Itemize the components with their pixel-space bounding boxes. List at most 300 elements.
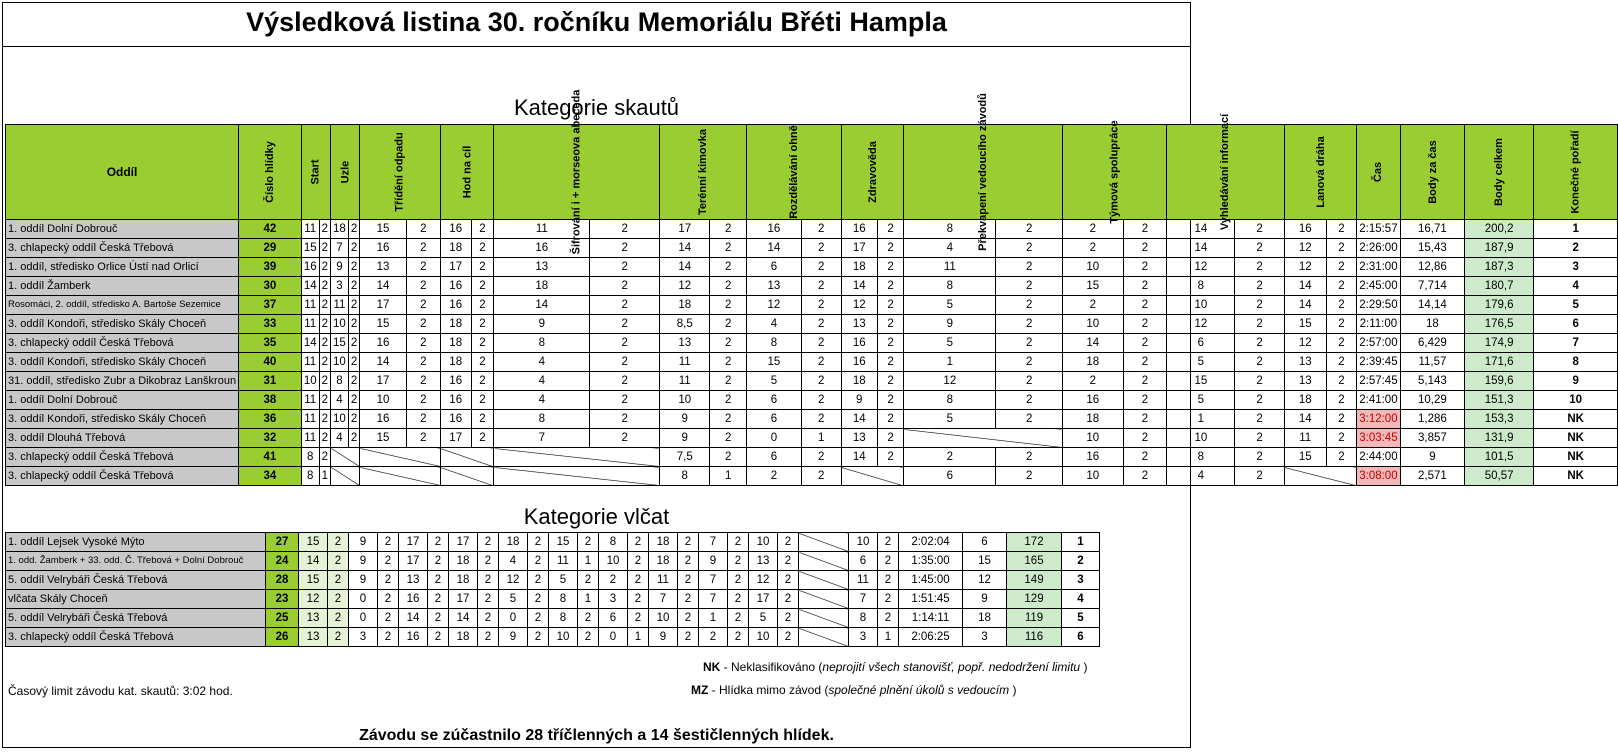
station-points-cell: 12	[841, 296, 877, 315]
patrol-number-cell: 37	[239, 296, 302, 315]
station-points-cell: 3	[849, 628, 878, 647]
team-name-cell: Rosomáci, 2. oddíl, středisko A. Bartoše Sezemice	[6, 296, 239, 315]
station-penalty-cell: 2	[428, 609, 449, 628]
station-penalty-cell: 2	[996, 315, 1063, 334]
station-points-cell: 16	[440, 220, 471, 239]
station-penalty-cell: 2	[406, 353, 440, 372]
station-points-cell: 11	[660, 353, 710, 372]
station-penalty-cell: 2	[590, 315, 660, 334]
station-penalty-cell: 1	[578, 552, 599, 571]
station-penalty-cell: 2	[1235, 372, 1284, 391]
total-points-cell: 187,9	[1465, 239, 1534, 258]
total-points-cell: 171,6	[1465, 353, 1534, 372]
time-cell: 2:39:45	[1357, 353, 1400, 372]
column-header	[1534, 125, 1618, 220]
table-row	[6, 410, 1618, 429]
time-cell: 2:15:57	[1357, 220, 1400, 239]
column-header-label: Rozdělávání ohně	[787, 125, 800, 219]
station-penalty-cell: 2	[471, 334, 494, 353]
station-points-cell: 11	[549, 552, 578, 571]
station-penalty-cell: 2	[710, 334, 747, 353]
empty-station-cell	[331, 467, 360, 486]
station-penalty-cell: 2	[710, 277, 747, 296]
station-points-cell: 10	[549, 628, 578, 647]
station-penalty-cell: 2	[710, 296, 747, 315]
station-penalty-cell: 2	[710, 391, 747, 410]
station-penalty-cell: 1	[801, 429, 841, 448]
station-penalty-cell: 2	[1326, 315, 1356, 334]
station-penalty-cell: 2	[1123, 296, 1167, 315]
station-penalty-cell: 2	[877, 410, 903, 429]
empty-station-cell	[331, 448, 360, 467]
final-rank-cell: 10	[1534, 391, 1618, 410]
empty-station-cell	[440, 467, 494, 486]
column-header-label: Vyhledávání informací	[1219, 113, 1232, 231]
final-rank-cell: NK	[1534, 410, 1618, 429]
station-penalty-cell: 2	[1123, 448, 1167, 467]
time-points-cell: 2,571	[1400, 467, 1465, 486]
time-cell: 2:57:00	[1357, 334, 1400, 353]
time-points-cell: 16,71	[1400, 220, 1465, 239]
station-points-cell: 16	[440, 372, 471, 391]
station-penalty-cell: 2	[801, 467, 841, 486]
station-points-cell: 10	[749, 628, 778, 647]
scouts-category-title: Kategorie skautů	[513, 95, 680, 120]
station-points-cell: 17	[360, 372, 407, 391]
team-name-cell: 5. oddíl Velrybáři Česká Třebová	[6, 571, 266, 590]
team-name-cell: 3. oddíl Kondoři, středisko Skály Choceň	[6, 353, 239, 372]
station-penalty-cell: 2	[319, 353, 330, 372]
station-penalty-cell: 2	[471, 220, 494, 239]
station-points-cell: 3	[599, 590, 628, 609]
station-points-cell: 16	[1063, 391, 1124, 410]
station-penalty-cell: 2	[778, 628, 799, 647]
table-row	[6, 590, 1100, 609]
time-cell: 3:12:00	[1357, 410, 1400, 429]
station-points-cell: 16	[440, 410, 471, 429]
station-penalty-cell: 2	[471, 296, 494, 315]
station-penalty-cell: 2	[710, 353, 747, 372]
station-points-cell: 14	[301, 334, 319, 353]
station-points-cell: 10	[1063, 315, 1124, 334]
station-points-cell: 15	[747, 353, 802, 372]
station-penalty-cell: 2	[348, 410, 359, 429]
time-points-cell: 12,86	[1400, 258, 1465, 277]
station-penalty-cell: 2	[478, 552, 499, 571]
column-header	[1465, 125, 1534, 220]
station-points-cell: 16	[494, 239, 590, 258]
station-points-cell: 8	[494, 410, 590, 429]
station-penalty-cell: 2	[1123, 220, 1167, 239]
station-points-cell: 11	[301, 315, 319, 334]
time-points-cell: 15,43	[1400, 239, 1465, 258]
station-penalty-cell: 2	[348, 353, 359, 372]
station-penalty-cell: 2	[1235, 448, 1284, 467]
station-penalty-cell: 2	[406, 391, 440, 410]
station-penalty-cell: 2	[590, 353, 660, 372]
station-points-cell: 16	[399, 590, 428, 609]
total-points-cell: 200,2	[1465, 220, 1534, 239]
station-penalty-cell: 2	[1123, 467, 1167, 486]
time-cell: 1:35:00	[899, 552, 963, 571]
column-header	[660, 125, 747, 220]
patrol-number-cell: 29	[239, 239, 302, 258]
empty-station-cell	[904, 429, 1063, 448]
cubs-category-title: Kategorie vlčat	[523, 504, 670, 529]
station-penalty-cell: 2	[801, 296, 841, 315]
column-header	[904, 93, 1063, 251]
station-points-cell: 10	[331, 353, 349, 372]
station-points-cell: 12	[660, 277, 710, 296]
station-penalty-cell: 2	[728, 590, 749, 609]
station-points-cell: 6	[904, 467, 996, 486]
station-points-cell: 8	[494, 334, 590, 353]
station-penalty-cell: 2	[428, 533, 449, 552]
station-penalty-cell: 2	[1123, 277, 1167, 296]
station-points-cell: 1	[699, 609, 728, 628]
station-points-cell: 9	[699, 552, 728, 571]
final-rank-cell: NK	[1534, 467, 1618, 486]
station-penalty-cell: 2	[728, 609, 749, 628]
station-points-cell: 6	[747, 410, 802, 429]
station-penalty-cell: 2	[801, 315, 841, 334]
total-points-cell: 179,6	[1465, 296, 1534, 315]
station-penalty-cell: 2	[406, 334, 440, 353]
total-points-cell: 129	[1007, 590, 1062, 609]
station-penalty-cell: 2	[1235, 353, 1284, 372]
station-penalty-cell: 2	[348, 429, 359, 448]
station-points-cell: 16	[841, 220, 877, 239]
station-penalty-cell: 2	[471, 353, 494, 372]
station-points-cell: 12	[904, 372, 996, 391]
station-points-cell: 13	[299, 609, 328, 628]
column-header-label: Uzle	[339, 160, 352, 184]
station-points-cell: 4	[494, 391, 590, 410]
station-points-cell: 9	[841, 391, 877, 410]
station-penalty-cell: 2	[528, 552, 549, 571]
station-penalty-cell: 2	[319, 372, 330, 391]
station-penalty-cell: 2	[348, 334, 359, 353]
time-points-cell: 18	[1400, 315, 1465, 334]
station-penalty-cell: 2	[801, 220, 841, 239]
column-header-label: Číslo hlídky	[263, 141, 276, 203]
station-penalty-cell: 2	[378, 590, 399, 609]
station-penalty-cell: 2	[996, 258, 1063, 277]
station-penalty-cell: 2	[578, 628, 599, 647]
team-name-cell: vlčata Skály Choceň	[6, 590, 266, 609]
station-penalty-cell: 2	[1235, 467, 1284, 486]
station-points-cell: 15	[1284, 315, 1326, 334]
station-penalty-cell: 2	[319, 277, 330, 296]
station-penalty-cell: 2	[996, 391, 1063, 410]
station-points-cell: 16	[301, 258, 319, 277]
column-header	[747, 125, 842, 220]
time-points-cell: 3	[963, 628, 1007, 647]
final-rank-cell: 5	[1534, 296, 1618, 315]
station-penalty-cell: 2	[348, 372, 359, 391]
station-penalty-cell: 2	[710, 372, 747, 391]
station-penalty-cell: 2	[1235, 410, 1284, 429]
station-points-cell: 17	[660, 220, 710, 239]
station-penalty-cell: 2	[801, 410, 841, 429]
station-points-cell: 9	[660, 429, 710, 448]
station-points-cell: 18	[841, 258, 877, 277]
station-points-cell: 16	[747, 220, 802, 239]
station-points-cell: 4	[747, 315, 802, 334]
nk-end: )	[1080, 660, 1088, 674]
station-points-cell: 2	[747, 467, 802, 486]
station-penalty-cell: 2	[471, 239, 494, 258]
time-points-cell: 18	[963, 609, 1007, 628]
table-row	[6, 571, 1100, 590]
station-points-cell: 14	[399, 609, 428, 628]
station-penalty-cell: 1	[878, 628, 899, 647]
station-penalty-cell: 2	[406, 296, 440, 315]
station-points-cell: 14	[360, 353, 407, 372]
team-name-cell: 1. oddíl Dolní Dobrouč	[6, 220, 239, 239]
station-points-cell: 11	[849, 571, 878, 590]
station-points-cell: 12	[299, 590, 328, 609]
station-points-cell: 12	[1284, 334, 1326, 353]
station-points-cell: 8	[849, 609, 878, 628]
station-penalty-cell: 2	[590, 429, 660, 448]
station-penalty-cell: 2	[1326, 220, 1356, 239]
station-points-cell: 10	[649, 609, 678, 628]
team-name-cell: 3. chlapecký oddíl Česká Třebová	[6, 334, 239, 353]
station-points-cell: 16	[440, 277, 471, 296]
station-points-cell: 2	[1063, 372, 1124, 391]
station-points-cell: 12	[747, 296, 802, 315]
station-points-cell: 18	[449, 571, 478, 590]
station-points-cell: 8	[747, 334, 802, 353]
station-points-cell: 13	[494, 258, 590, 277]
station-penalty-cell: 2	[778, 571, 799, 590]
empty-station-cell	[360, 467, 440, 486]
station-penalty-cell: 2	[471, 277, 494, 296]
station-penalty-cell: 2	[1123, 429, 1167, 448]
station-penalty-cell: 2	[996, 410, 1063, 429]
station-penalty-cell: 2	[878, 571, 899, 590]
station-points-cell: 0	[599, 628, 628, 647]
station-penalty-cell: 2	[590, 410, 660, 429]
station-penalty-cell: 2	[728, 533, 749, 552]
station-penalty-cell: 2	[801, 448, 841, 467]
empty-station-cell	[440, 448, 494, 467]
station-points-cell: 8	[904, 391, 996, 410]
column-header-label: Body celkem	[1493, 138, 1506, 206]
station-penalty-cell: 2	[778, 533, 799, 552]
station-penalty-cell: 2	[1235, 334, 1284, 353]
empty-station-cell	[799, 609, 849, 628]
station-penalty-cell: 2	[590, 391, 660, 410]
station-penalty-cell: 1	[628, 628, 649, 647]
team-name-cell: 3. oddíl Kondoři, středisko Skály Choceň	[6, 315, 239, 334]
station-points-cell: 16	[360, 410, 407, 429]
time-cell: 2:11:00	[1357, 315, 1400, 334]
station-points-cell: 15	[1167, 372, 1235, 391]
station-penalty-cell: 2	[319, 220, 330, 239]
station-points-cell: 17	[449, 533, 478, 552]
station-points-cell: 6	[1167, 334, 1235, 353]
participation-footer: Závodu se zúčastnilo 28 tříčlenných a 14 šestičlenných hlídek.	[359, 727, 834, 744]
station-penalty-cell: 2	[319, 258, 330, 277]
station-penalty-cell: 2	[319, 334, 330, 353]
station-points-cell: 14	[1284, 296, 1326, 315]
station-points-cell: 14	[301, 277, 319, 296]
column-header	[440, 125, 494, 220]
final-rank-cell: 7	[1534, 334, 1618, 353]
station-penalty-cell: 2	[590, 258, 660, 277]
station-penalty-cell: 2	[1235, 391, 1284, 410]
station-penalty-cell: 2	[406, 315, 440, 334]
station-penalty-cell: 2	[801, 391, 841, 410]
station-points-cell: 5	[499, 590, 528, 609]
station-points-cell: 12	[1167, 258, 1235, 277]
station-penalty-cell: 2	[877, 334, 903, 353]
station-penalty-cell: 2	[428, 571, 449, 590]
station-penalty-cell: 2	[1123, 315, 1167, 334]
station-penalty-cell: 2	[877, 220, 903, 239]
column-header-label: Body za čas	[1426, 140, 1439, 204]
column-header	[1400, 125, 1465, 220]
time-points-cell: 6,429	[1400, 334, 1465, 353]
station-points-cell: 18	[449, 552, 478, 571]
station-penalty-cell: 2	[378, 628, 399, 647]
station-points-cell: 8	[599, 533, 628, 552]
mz-legend	[691, 683, 1016, 697]
patrol-number-cell: 31	[239, 372, 302, 391]
station-penalty-cell: 2	[996, 239, 1063, 258]
station-penalty-cell: 2	[877, 239, 903, 258]
title-divider	[3, 46, 1190, 47]
station-points-cell: 13	[841, 429, 877, 448]
station-points-cell: 9	[331, 258, 349, 277]
station-points-cell: 12	[1167, 315, 1235, 334]
station-penalty-cell: 2	[478, 590, 499, 609]
station-points-cell: 13	[1284, 372, 1326, 391]
station-points-cell: 9	[494, 315, 590, 334]
patrol-number-cell: 25	[266, 609, 299, 628]
station-penalty-cell: 2	[710, 315, 747, 334]
station-penalty-cell: 2	[471, 429, 494, 448]
table-row	[6, 552, 1100, 571]
station-penalty-cell: 2	[1326, 277, 1356, 296]
station-penalty-cell: 2	[590, 239, 660, 258]
station-penalty-cell: 2	[348, 239, 359, 258]
station-points-cell: 16	[360, 239, 407, 258]
table-row	[6, 239, 1618, 258]
table-row	[6, 628, 1100, 647]
column-header-label: Terénní kimovka	[697, 129, 710, 215]
station-penalty-cell: 2	[1235, 220, 1284, 239]
station-points-cell: 5	[904, 334, 996, 353]
station-points-cell: 2	[904, 448, 996, 467]
page-title: Výsledková listina 30. ročníku Memoriálu Břéti Hampla	[246, 7, 947, 37]
total-points-cell: 180,7	[1465, 277, 1534, 296]
station-penalty-cell: 2	[801, 372, 841, 391]
station-points-cell: 1	[1167, 410, 1235, 429]
station-penalty-cell: 2	[801, 353, 841, 372]
patrol-number-cell: 40	[239, 353, 302, 372]
station-penalty-cell: 2	[1235, 429, 1284, 448]
station-penalty-cell: 2	[1123, 410, 1167, 429]
station-penalty-cell: 2	[996, 296, 1063, 315]
mz-code: MZ	[691, 683, 709, 697]
station-points-cell: 13	[299, 628, 328, 647]
time-cell: 2:26:00	[1357, 239, 1400, 258]
results-sheet	[2, 2, 1584, 748]
time-points-cell: 12	[963, 571, 1007, 590]
station-penalty-cell: 2	[710, 429, 747, 448]
station-penalty-cell: 2	[801, 334, 841, 353]
station-penalty-cell: 1	[578, 590, 599, 609]
total-points-cell: 172	[1007, 533, 1062, 552]
station-points-cell: 10	[1167, 429, 1235, 448]
station-penalty-cell: 2	[348, 258, 359, 277]
station-penalty-cell: 2	[877, 448, 903, 467]
station-points-cell: 11	[494, 220, 590, 239]
station-points-cell: 4	[331, 391, 349, 410]
station-points-cell: 9	[649, 628, 678, 647]
station-penalty-cell: 2	[1326, 448, 1356, 467]
station-penalty-cell: 2	[348, 391, 359, 410]
station-points-cell: 16	[360, 334, 407, 353]
time-cell: 2:57:45	[1357, 372, 1400, 391]
mz-text: - Hlídka mimo závod (	[708, 683, 829, 697]
station-penalty-cell: 2	[878, 590, 899, 609]
station-points-cell: 5	[747, 372, 802, 391]
table-row	[6, 391, 1618, 410]
team-name-cell: 3. chlapecký oddíl Česká Třebová	[6, 239, 239, 258]
station-points-cell: 15	[360, 429, 407, 448]
patrol-number-cell: 24	[266, 552, 299, 571]
empty-station-cell	[799, 552, 849, 571]
station-points-cell: 9	[349, 571, 378, 590]
station-penalty-cell: 2	[428, 590, 449, 609]
station-penalty-cell: 2	[578, 533, 599, 552]
station-points-cell: 5	[749, 609, 778, 628]
station-points-cell: 5	[1167, 353, 1235, 372]
station-penalty-cell: 2	[877, 258, 903, 277]
station-points-cell: 7	[699, 533, 728, 552]
patrol-number-cell: 27	[266, 533, 299, 552]
time-points-cell: 1,286	[1400, 410, 1465, 429]
station-penalty-cell: 2	[801, 277, 841, 296]
station-penalty-cell: 2	[710, 220, 747, 239]
final-rank-cell: 6	[1062, 628, 1100, 647]
station-penalty-cell: 2	[1326, 334, 1356, 353]
station-penalty-cell: 2	[528, 590, 549, 609]
station-penalty-cell: 2	[801, 239, 841, 258]
header-row	[6, 125, 1618, 220]
station-points-cell: 2	[599, 571, 628, 590]
station-penalty-cell: 2	[1326, 258, 1356, 277]
station-points-cell: 9	[499, 628, 528, 647]
station-points-cell: 13	[360, 258, 407, 277]
station-points-cell: 17	[440, 429, 471, 448]
time-cell: 2:41:00	[1357, 391, 1400, 410]
column-header	[1357, 125, 1400, 220]
station-points-cell: 9	[349, 533, 378, 552]
station-points-cell: 10	[599, 552, 628, 571]
station-penalty-cell: 2	[1326, 391, 1356, 410]
station-points-cell: 10	[660, 391, 710, 410]
station-penalty-cell: 2	[801, 258, 841, 277]
table-row	[6, 220, 1618, 239]
station-points-cell: 11	[301, 410, 319, 429]
nk-legend	[703, 660, 1087, 674]
time-cell: 2:29:50	[1357, 296, 1400, 315]
